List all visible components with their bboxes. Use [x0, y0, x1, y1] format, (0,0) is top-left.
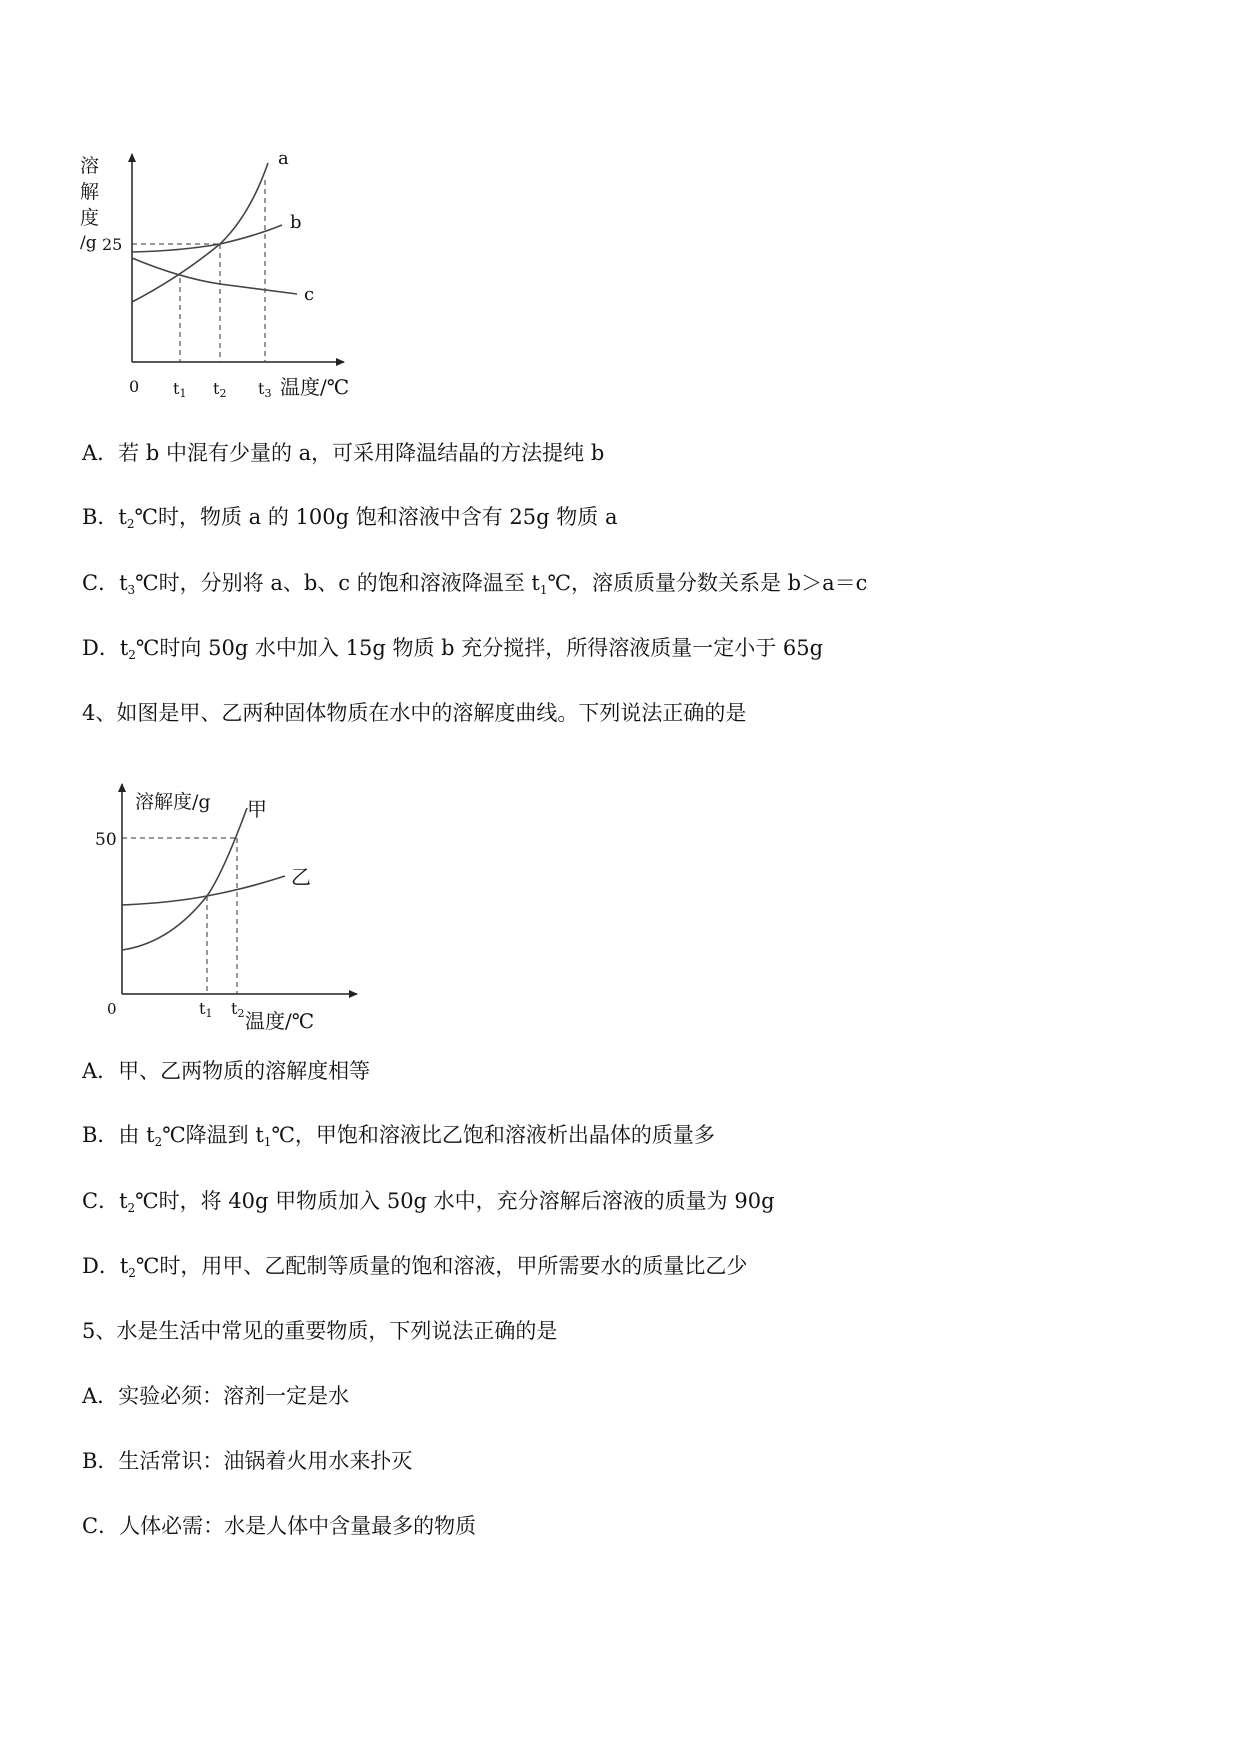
- x-tick-t3: t3: [258, 379, 272, 400]
- q3-option-b: B．$t_2℃$时，物质 a 的 100g 饱和溶液中含有 25g 物质 a: [82, 505, 618, 531]
- curve-label-yi: 乙: [291, 865, 311, 889]
- curve-label-c: c: [304, 284, 315, 305]
- origin-label: 0: [129, 377, 140, 396]
- y-axis-label-char-2: 解: [80, 181, 100, 203]
- y-axis-label: 溶解度/g: [135, 791, 211, 813]
- q3-option-a: A．若 b 中混有少量的 a，可采用降温结晶的方法提纯 b: [82, 441, 605, 465]
- x-tick-t1: t1: [199, 999, 213, 1020]
- solubility-chart-abc: [70, 150, 400, 410]
- curve-label-b: b: [290, 212, 302, 233]
- curve-b: [132, 225, 282, 252]
- q5-stem: 5、水是生活中常见的重要物质，下列说法正确的是: [82, 1319, 558, 1343]
- x-axis-label: 温度/℃: [245, 1009, 315, 1033]
- q4-stem: 4、如图是甲、乙两种固体物质在水中的溶解度曲线。下列说法正确的是: [82, 701, 747, 725]
- q5-option-c: C．人体必需：水是人体中含量最多的物质: [82, 1514, 477, 1538]
- y-axis-label-char-1: 溶: [80, 155, 100, 177]
- y-tick-25: 25: [102, 235, 123, 254]
- x-tick-t2: t2: [213, 379, 227, 400]
- guide-lines: [122, 838, 237, 994]
- x-tick-t2: t2: [231, 999, 245, 1020]
- curve-label-jia: 甲: [247, 797, 267, 821]
- q4-option-a: A．甲、乙两物质的溶解度相等: [82, 1059, 371, 1083]
- x-tick-t1: t1: [173, 379, 187, 400]
- y-axis-unit: /g: [80, 233, 97, 253]
- q4-option-c: C．$t_2℃$时，将 40g 甲物质加入 50g 水中，充分溶解后溶液的质量为 90g: [82, 1189, 775, 1215]
- y-tick-50: 50: [95, 830, 117, 850]
- q4-option-b: B．由 $t_2℃$降温到 $t_1℃$，甲饱和溶液比乙饱和溶液析出晶体的质量多: [82, 1123, 715, 1149]
- x-axis-label: 温度/℃: [280, 375, 350, 399]
- curve-a: [132, 163, 268, 302]
- y-axis-label-char-3: 度: [80, 207, 100, 229]
- curve-label-a: a: [278, 150, 289, 169]
- guide-lines: [132, 180, 265, 362]
- curve-jia: [122, 808, 247, 950]
- solubility-chart-jia-yi: [95, 778, 365, 1038]
- q3-option-d: D．$t_2℃$时向 50g 水中加入 15g 物质 b 充分搅拌，所得溶液质量一定小于 65g: [82, 636, 824, 662]
- q4-option-d: D．$t_2℃$时，用甲、乙配制等质量的饱和溶液，甲所需要水的质量比乙少: [82, 1254, 748, 1280]
- q5-option-b: B．生活常识：油锅着火用水来扑灭: [82, 1449, 413, 1473]
- q5-option-a: A．实验必须：溶剂一定是水: [82, 1384, 350, 1408]
- q3-option-c: C．$t_3℃$时，分别将 a、b、c 的饱和溶液降温至 $t_1℃$，溶质质量分数关系是 b＞a＝c: [82, 571, 868, 597]
- origin-label: 0: [107, 1000, 117, 1018]
